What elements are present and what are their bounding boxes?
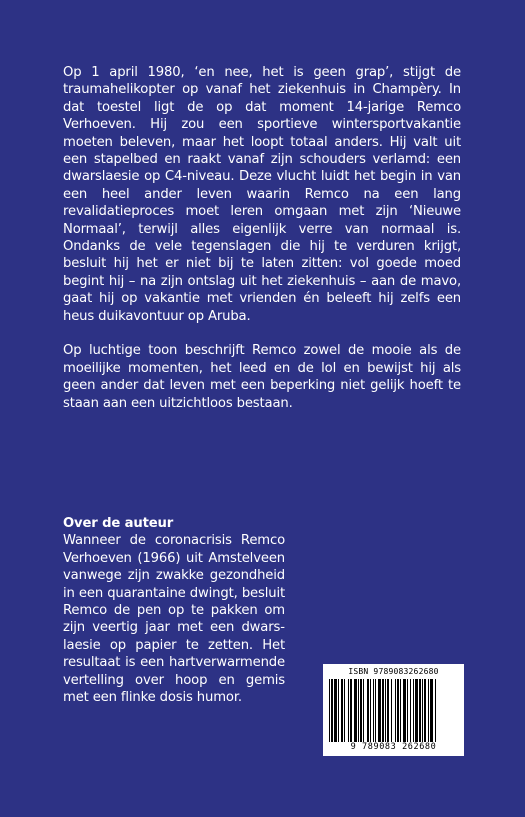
barcode-bar	[415, 679, 418, 742]
author-bio: Wanneer de coronacrisis Remco Verhoeven (1966) uit Amstelveen vanwege zijn zwakke gezondheid in een quarantaine dwingt, besluit Remco de pen op te pakken om zijn veertig jaar met een dwarslaesie op papier te zetten. Het resultaat is een hartverwarmende vertelling over hoop en gemis met een flinke dosis humor.	[63, 533, 285, 706]
barcode-bar	[435, 679, 436, 742]
barcode-bar	[378, 679, 381, 742]
barcode-bar	[354, 679, 357, 742]
barcode-bar	[413, 679, 414, 742]
blurb-paragraph-2: Op luchtige toon beschrijft Remco zowel de mooie als de moeilijke momenten, het leed en de lol en bewijst hij als geen ander dat leven met een beperking niet gelijk hoeft te staan aan een uitzichtloos bestaan.	[63, 343, 461, 411]
barcode-bar	[385, 679, 386, 742]
barcode-bar	[391, 679, 392, 742]
barcode-bar	[348, 679, 349, 742]
barcode-bar	[419, 679, 421, 742]
barcode-bar	[360, 679, 362, 742]
blurb-paragraph-1: Op 1 april 1980, ‘en nee, het is geen grap’, stijgt de traumahelikopter op vanaf het ziekenhuis in Champèry. In dat toestel ligt de op dat moment 14-jarige Remco Verhoeven. Hij zou een sportieve wintersportvakantie moeten beleven, maar het loopt totaal anders. Hij valt uit een stapelbed en raakt vanaf zijn schouders verlamd: een dwarslaesie op C4-niveau. Deze vlucht luidt het begin in van een heel ander leven waarin Remco na een lang revalidatieproces moet leren omgaan met zijn ‘Nieuwe Normaal’, terwijl alles eigenlijk verre van normaal is. Ondanks de vele tegenslagen die hij te verduren krijgt, besluit hij het er niet bij te laten zitten: vol goede moed begint hij – na zijn ontslag uit het ziekenhuis – aan de mavo, gaat hij op vakantie met vrienden én beleeft hij zelfs een heus duikavontuur op Aruba.	[63, 65, 461, 324]
barcode-bar	[407, 679, 408, 742]
barcode-bar	[350, 679, 352, 742]
barcode-bar	[428, 679, 429, 742]
barcode-bar	[387, 679, 389, 742]
author-heading: Over de auteur	[63, 516, 174, 531]
barcode-bar	[334, 679, 337, 742]
barcode-bar	[367, 679, 369, 742]
barcode-bars	[329, 679, 458, 742]
barcode-bar	[329, 679, 330, 742]
isbn-label: ISBN 9789083262680	[348, 667, 439, 676]
barcode-bar	[341, 679, 343, 742]
author-section	[63, 515, 285, 706]
barcode-bar	[358, 679, 359, 742]
barcode-bar	[395, 679, 396, 742]
barcode-bar	[338, 679, 339, 742]
barcode-bar	[344, 679, 345, 742]
barcode-digits: 9 789083 262680	[350, 742, 437, 752]
barcode-bar	[403, 679, 406, 742]
barcode-bar	[400, 679, 401, 742]
blurb	[63, 64, 461, 412]
barcode-bar	[370, 679, 371, 742]
barcode-bar	[424, 679, 426, 742]
barcode-bar	[410, 679, 411, 742]
barcode-bar	[331, 679, 333, 742]
barcode-bar	[375, 679, 376, 742]
isbn-barcode	[323, 664, 464, 756]
barcode-bar	[397, 679, 399, 742]
barcode-bar	[382, 679, 384, 742]
barcode-bar	[430, 679, 433, 742]
barcode-bar	[373, 679, 374, 742]
barcode-bar	[422, 679, 423, 742]
barcode-bar	[363, 679, 364, 742]
